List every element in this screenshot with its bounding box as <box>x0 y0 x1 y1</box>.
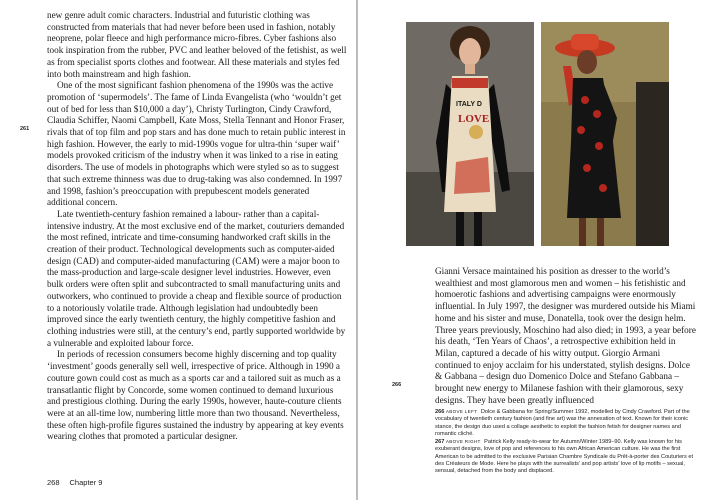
dress-text-love: LOVE <box>458 113 490 125</box>
caption-position: ABOVE RIGHT <box>445 439 481 445</box>
caption-position: ABOVE LEFT <box>445 409 478 414</box>
captions <box>435 408 697 476</box>
caption-text: Dolce & Gabbana for Spring/Summer 1992, modelled by Cindy Crawford. Part of the vocabulary of twentieth century fashion (and fine art) was the annexation of text. Known for their iconic stance, the design duo used a collage aesthetic to exploit the fashion fetish for designer names and romantic cliché. <box>435 409 690 437</box>
left-paragraph-1: new genre adult comic characters. Industrial and futuristic clothing was constructed from materials that had never before been used in fashion, notably neoprene, polar fleece and high performance micro-fibres. Cyber fashions also took inspiration from the rubber, PVC and leather beloved of the fetishist, as well as from specialist sports clothes and footwear. All these materials and styles fed into both mainstream and high fashion. <box>47 10 347 79</box>
chapter-label: Chapter 9 <box>69 478 103 487</box>
photo-dolce-gabbana-illustration <box>406 22 534 246</box>
caption-number: 267 <box>435 439 445 446</box>
photo-patrick-kelly-outfit <box>541 22 669 246</box>
page-number: 268 <box>47 478 60 487</box>
left-paragraph-4: In periods of recession consumers become highly discerning and top quality ‘investment’ goods generally sell well, irrespective of price. Although in 1990 a couture gown could cost as much as a sports car and a tailored suit as much as a transatlantic flight by Concorde, some women continued to demand luxurious and prestigious clothing. During the early 1990s, however, haute-couture clients were at an all-time low, numbering little more than two thousand. Nevertheless, these often high-profile figures sustained the industry by appearing at key events wearing clothes that promoted a particular designer. <box>47 349 344 442</box>
left-paragraph-2: One of the most significant fashion phenomena of the 1990s was the active promotion of ‘supermodels’. The fame of Linda Evangelista (who ‘wouldn’t get out of bed for less than $10,000 a day’), Christy Turlington, Cindy Crawford, Claudia Schiffer, Naomi Campbell, Kate Moss, Stella Tennant and Honor Fraser, rivals that of top film and pop stars and has done much to retain public interest in high fashion. However, the early to mid-1990s vogue for ultra-thin ‘super waif’ models provoked criticism of the industry when it was linked to a rise in eating disorders. The use of models in photographs which were styled so as to suggest that such extreme thinness was due to drug-taking was also condemned. In 1997 and 1998, fashion’s preoccupation with prepubescent models generated additional concern. <box>47 80 346 208</box>
photo-patrick-kelly-illustration <box>541 22 669 246</box>
caption-text: Patrick Kelly ready-to-wear for Autumn/Winter 1989–90. Kelly was known for his exuberant designs, love of pop and references to his own African American culture. He was the first American to be admitted to the exclusive Parisian Chambre Syndicale du Prêt-à-porter des Couturiers et des Créateurs de Mode. Here he plays with the surrealists’ and pop artists’ love of lip motifs – sexual, sensual, detached from the body and displaced. <box>435 439 694 475</box>
caption-267 <box>435 438 697 475</box>
photo-dolce-gabbana-dress <box>406 22 534 246</box>
folio <box>47 478 112 487</box>
dress-text-italy: ITALY D <box>456 101 482 108</box>
margin-figure-ref-261: 261 <box>20 126 30 132</box>
left-body-text <box>47 10 347 443</box>
margin-figure-ref-266: 266 <box>392 382 402 388</box>
caption-266 <box>435 408 697 438</box>
left-paragraph-3: Late twentieth-century fashion remained a labour- rather than a capital-intensive industry. At the most exclusive end of the market, couturiers demanded the most refined, intricate and time-consuming handworked craft skills in the creation of their product. Technological developments such as computer-aided design (CAD) and computer-aided manufacturing (CAM) were a major boon to the mass-production and large-scale designer level industries. However, even bulk orders were often split and subcontracted to small manufacturing units and outworkers, who continued to provide a cheap and flexible source of production to a notoriously volatile trade. Although legislation had undoubtedly been improved since the early twentieth century, the highly competitive fashion and clothing industries were still, at the century’s end, partly supported worldwide by a vulnerable and exploited labour force. <box>47 208 346 348</box>
right-paragraph: Gianni Versace maintained his position as dresser to the world’s wealthiest and most glamorous men and women – his fetishistic and homoerotic fashions and advertising campaigns were enormously influential. In July 1997, the designer was murdered outside his Miami home and his sister and muse, Donatella, took over the design helm. Three years previously, Moschino had also died; in 1993, a year before his death, ‘Ten Years of Chaos’, a retrospective exhibition held in Milan, captured a decade of his witty output. Giorgio Armani continued to enjoy acclaim for his understated, stylish designs. Dolce & Gabbana – design duo Domenico Dolce and Stefano Gabbana – brought new energy to Milanese fashion with their glamorous, sexy designs. They have been greatly influenced <box>435 266 696 405</box>
caption-number: 266 <box>435 409 445 415</box>
right-body-text <box>435 266 697 406</box>
